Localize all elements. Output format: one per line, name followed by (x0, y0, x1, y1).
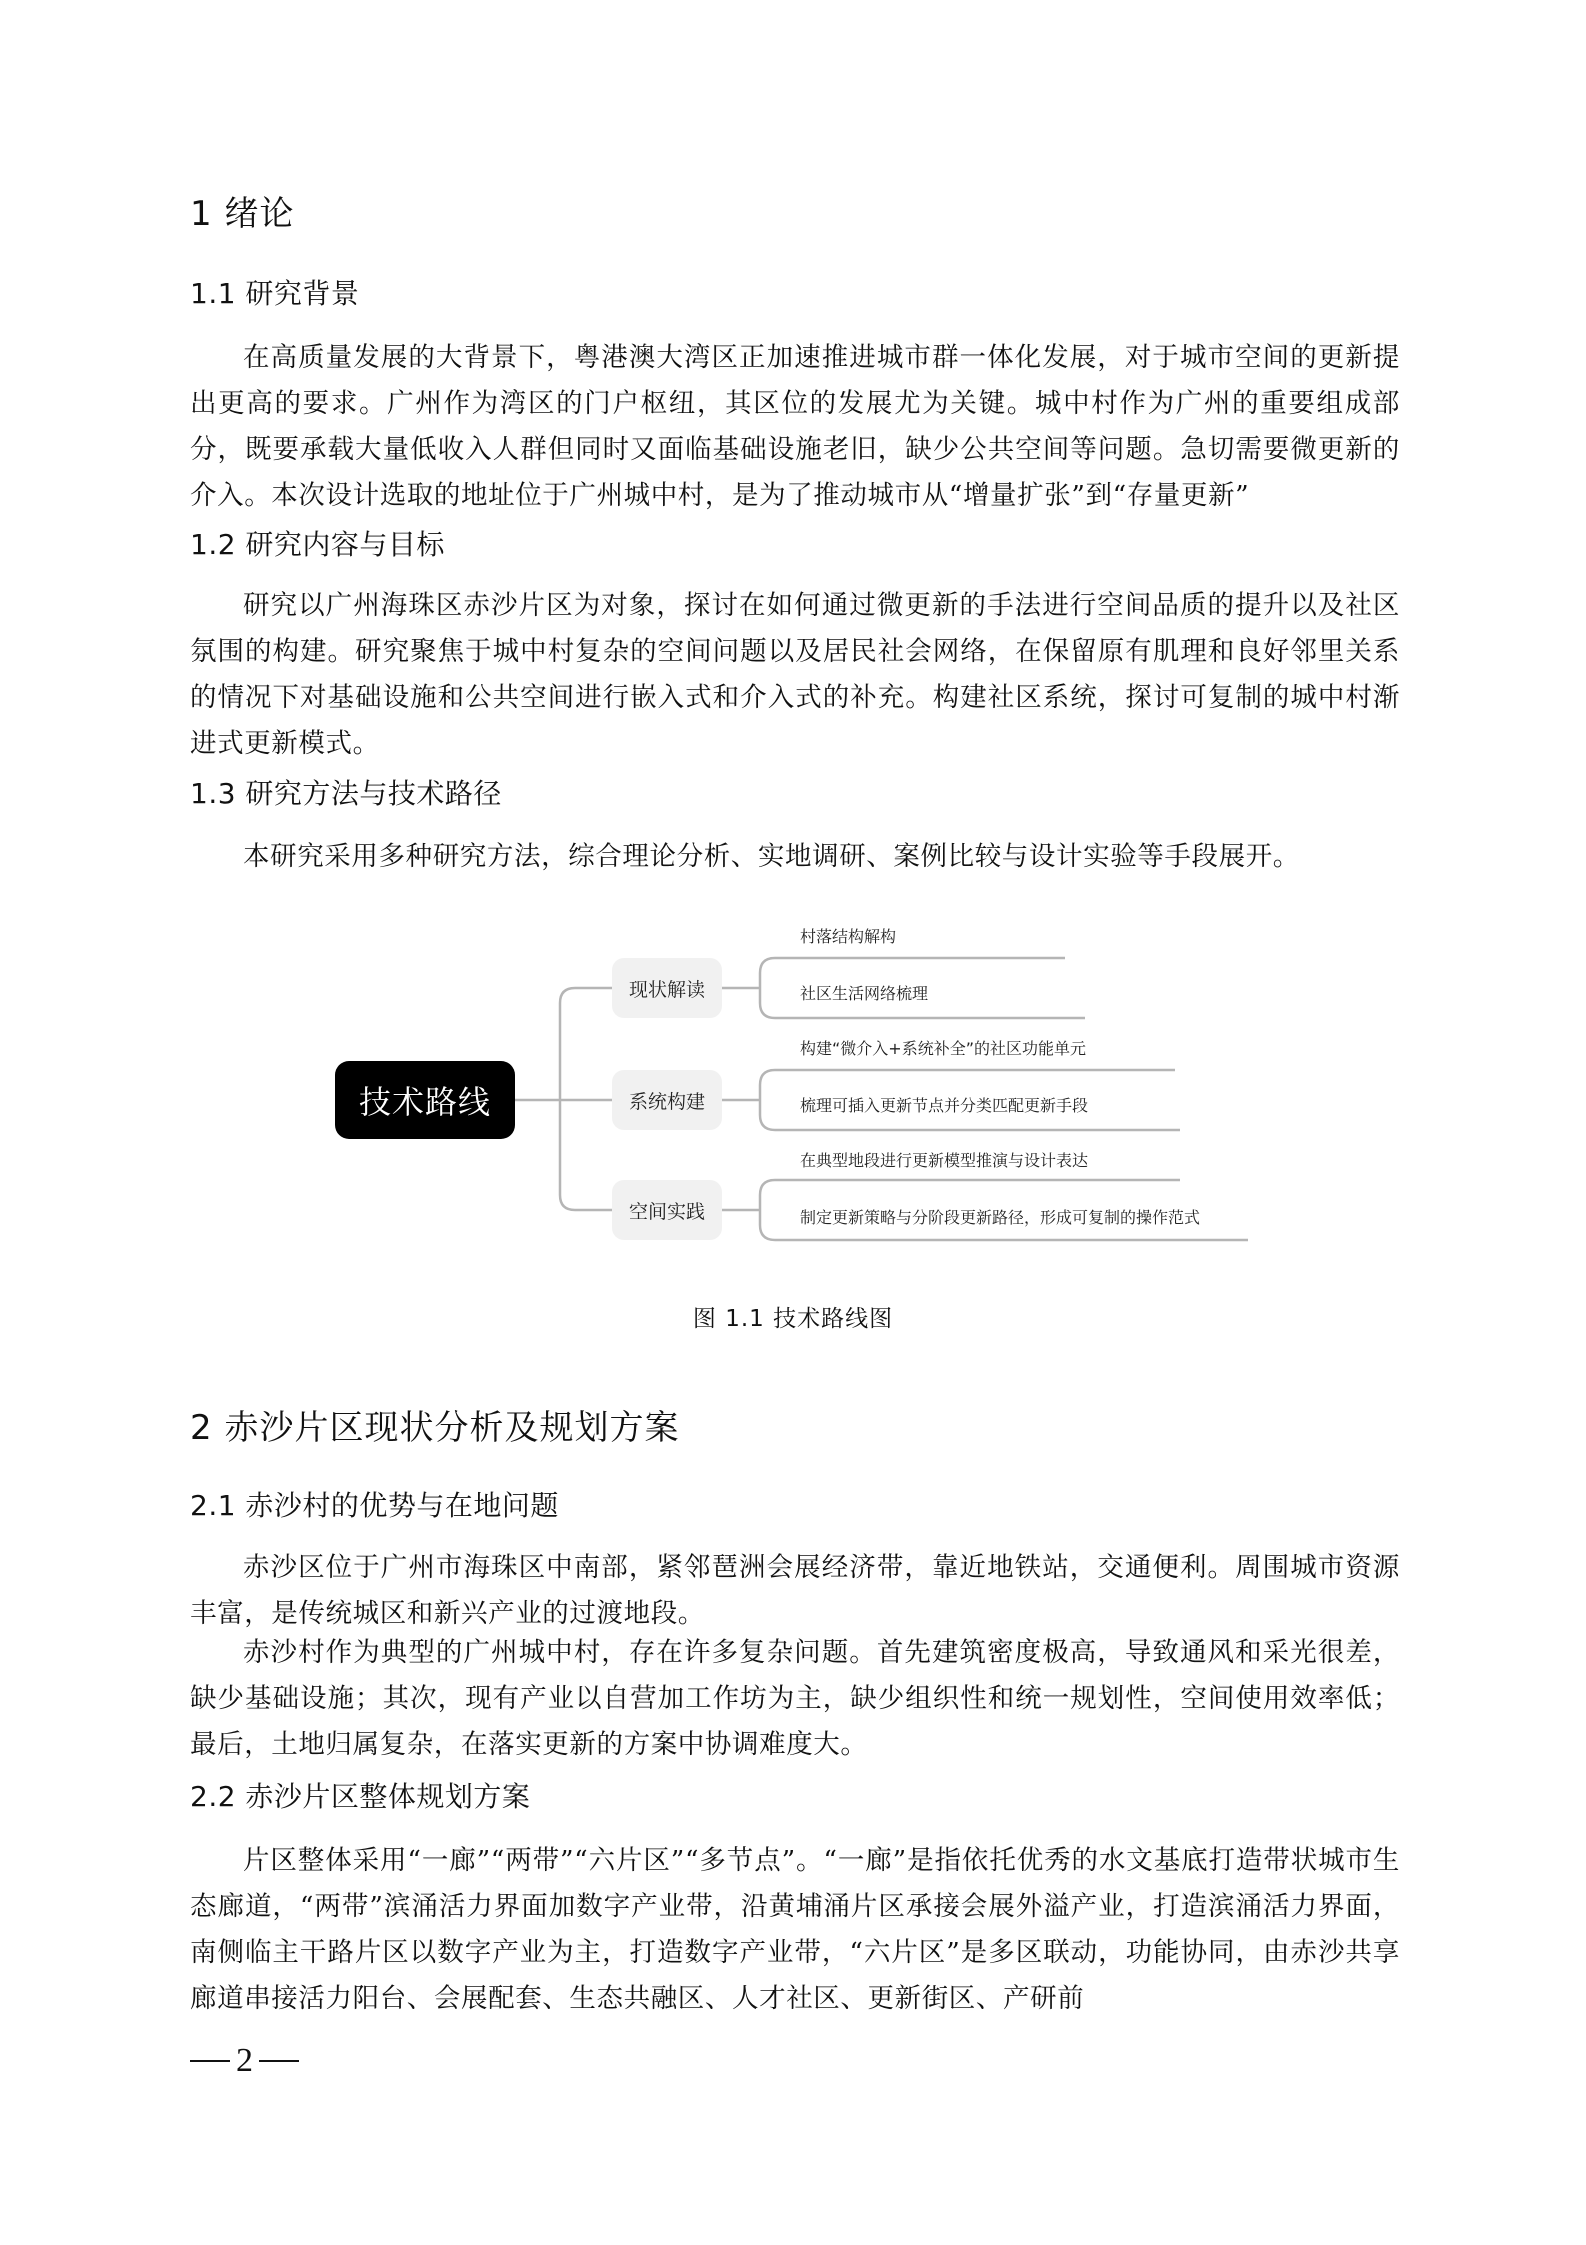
section-2-1-title: 2.1 赤沙村的优势与在地问题 (190, 1489, 559, 1522)
diagram-root-node: 技术路线 (335, 1061, 515, 1139)
page-number-value: 2 (236, 2042, 253, 2079)
chapter-1-title: 1 绪论 (190, 194, 295, 234)
section-2-2-paragraph: 片区整体采用“一廊”“两带”“六片区”“多节点”。“一廊”是指依托优秀的水文基底打造带状城市生态廊道，“两带”滨涌活力界面加数字产业带，沿黄埔涌片区承接会展外溢产业，打造滨涌活力界面，南侧临主干路片区以数字产业为主，打造数字产业带，“六片区”是多区联动，功能协同，由赤沙共享廊道串接活力阳台、会展配套、生态共融区、人才社区、更新街区、产研前 (190, 1845, 1400, 2014)
diagram-leaf-3-1: 在典型地段进行更新模型推演与设计表达 (800, 1151, 1089, 1170)
section-1-3-title: 1.3 研究方法与技术路径 (190, 777, 502, 810)
section-1-2-paragraph: 研究以广州海珠区赤沙片区为对象，探讨在如何通过微更新的手法进行空间品质的提升以及社区氛围的构建。研究聚焦于城中村复杂的空间问题以及居民社会网络，在保留原有肌理和良好邻里关系的情况下对基础设施和公共空间进行嵌入式和介入式的补充。构建社区系统，探讨可复制的城中村渐进式更新模式。 (190, 590, 1400, 759)
connector-trunk (560, 988, 612, 1210)
section-1-2-title: 1.2 研究内容与目标 (190, 528, 445, 561)
section-1-1-title: 1.1 研究背景 (190, 277, 360, 310)
figure-caption: 图 1.1 技术路线图 (692, 1306, 894, 1332)
page-number-dash-right (259, 2060, 299, 2062)
section-2-2-title: 2.2 赤沙片区整体规划方案 (190, 1780, 531, 1813)
chapter-2-title: 2 赤沙片区现状分析及规划方案 (190, 1408, 680, 1448)
diagram-leaf-3-2: 制定更新策略与分阶段更新路径，形成可复制的操作范式 (800, 1208, 1201, 1227)
section-2-1-paragraph-1: 赤沙区位于广州市海珠区中南部，紧邻琶洲会展经济带，靠近地铁站，交通便利。周围城市资源丰富，是传统城区和新兴产业的过渡地段。 (190, 1552, 1400, 1629)
diagram-leaf-1-2: 社区生活网络梳理 (800, 984, 929, 1003)
diagram-leaf-1-1: 村落结构解构 (800, 927, 897, 946)
diagram-branch-node-1: 现状解读 (612, 958, 722, 1018)
diagram-leaf-2-2: 梳理可插入更新节点并分类匹配更新手段 (800, 1096, 1089, 1115)
page-number (190, 2042, 299, 2080)
section-1-1-paragraph: 在高质量发展的大背景下，粤港澳大湾区正加速推进城市群一体化发展，对于城市空间的更新提出更高的要求。广州作为湾区的门户枢纽，其区位的发展尤为关键。城中村作为广州的重要组成部分，既要承载大量低收入人群但同时又面临基础设施老旧，缺少公共空间等问题。急切需要微更新的介入。本次设计选取的地址位于广州城中村，是为了推动城市从“增量扩张”到“存量更新” (190, 342, 1400, 511)
diagram-branch-node-2: 系统构建 (612, 1070, 722, 1130)
section-1-3-paragraph: 本研究采用多种研究方法，综合理论分析、实地调研、案例比较与设计实验等手段展开。 (243, 841, 1300, 872)
section-2-1-paragraph-2: 赤沙村作为典型的广州城中村，存在许多复杂问题。首先建筑密度极高，导致通风和采光很差，缺少基础设施；其次，现有产业以自营加工作坊为主，缺少组织性和统一规划性，空间使用效率低；最后，土地归属复杂，在落实更新的方案中协调难度大。 (190, 1637, 1400, 1760)
diagram-branch-node-3: 空间实践 (612, 1180, 722, 1240)
page-number-dash-left (190, 2060, 230, 2062)
diagram-leaf-2-1: 构建“微介入+系统补全”的社区功能单元 (800, 1039, 1086, 1058)
